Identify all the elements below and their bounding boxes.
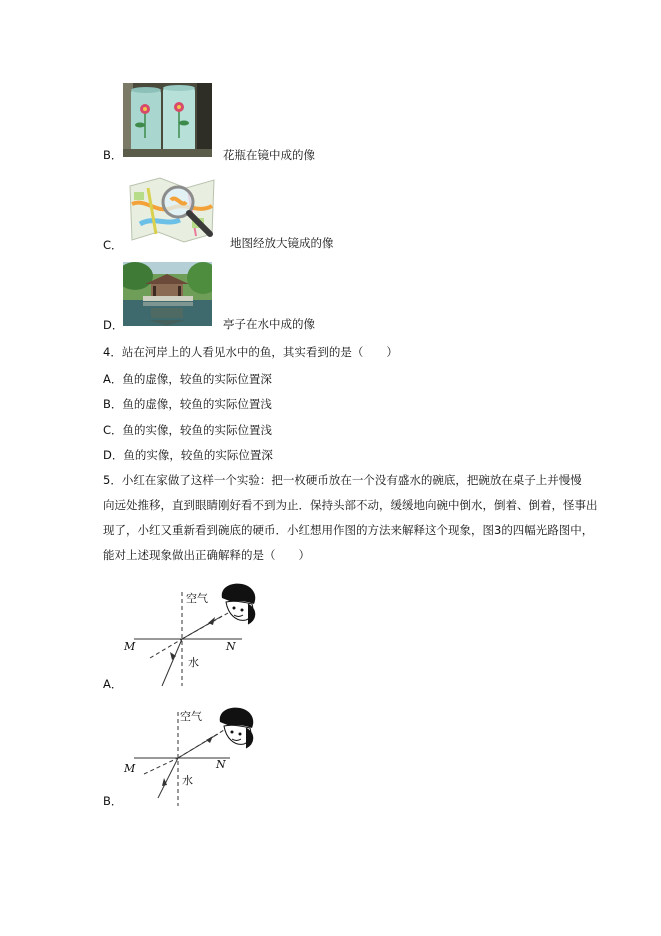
diagram-a-water-label: 水 [188, 656, 199, 669]
q5-option-a-letter: A． [103, 677, 123, 691]
diagram-b-m-label: M [124, 762, 136, 775]
ray-diagram-a [120, 580, 270, 690]
q5-stem-line: 能对上述现象做出正确解释的是（ ） [103, 548, 310, 562]
pavilion-reflection-image [123, 262, 212, 326]
diagram-a-air-label: 空气 [186, 592, 208, 605]
q5-stem-line: 5．小红在家做了这样一个实验：把一枚硬币放在一个没有盛水的碗底，把碗放在桌子上并慢慢 [103, 473, 582, 487]
diagram-a-m-label: M [124, 640, 136, 653]
ray-diagram-b [120, 700, 270, 810]
q4-option-b: B．鱼的虚像，较鱼的实际位置浅 [103, 397, 272, 411]
q5-stem-line: 向远处推移，直到眼睛刚好看不到为止．保持头部不动，缓缓地向碗中倒水，倒着、倒着，怪事出 [103, 498, 598, 512]
q4-option-d: D．鱼的实像，较鱼的实际位置深 [103, 448, 273, 462]
q4-option-c: C．鱼的实像，较鱼的实际位置浅 [103, 423, 273, 437]
option-b-letter: B． [103, 148, 123, 162]
q4-option-a: A．鱼的虚像，较鱼的实际位置深 [103, 372, 272, 386]
option-d-caption: 亭子在水中成的像 [223, 317, 315, 331]
option-c-caption: 地图经放大镜成的像 [230, 236, 334, 250]
option-c-letter: C． [103, 238, 123, 252]
q5-option-b-letter: B． [103, 794, 123, 808]
option-d-letter: D． [103, 318, 124, 332]
vase-mirror-image [123, 83, 212, 157]
map-magnifier-image [126, 174, 218, 246]
q5-stem [103, 468, 598, 568]
option-b-caption: 花瓶在镜中成的像 [223, 148, 315, 162]
diagram-b-air-label: 空气 [180, 710, 202, 723]
q5-stem-line: 现了，小红又重新看到碗底的硬币．小红想用作图的方法来解释这个现象，图3的四幅光路图中， [103, 523, 594, 537]
diagram-a-n-label: N [226, 640, 236, 653]
diagram-b-n-label: N [216, 758, 226, 771]
q4-stem: 4．站在河岸上的人看见水中的鱼，其实看到的是（ ） [103, 345, 398, 359]
diagram-b-water-label: 水 [182, 774, 193, 787]
